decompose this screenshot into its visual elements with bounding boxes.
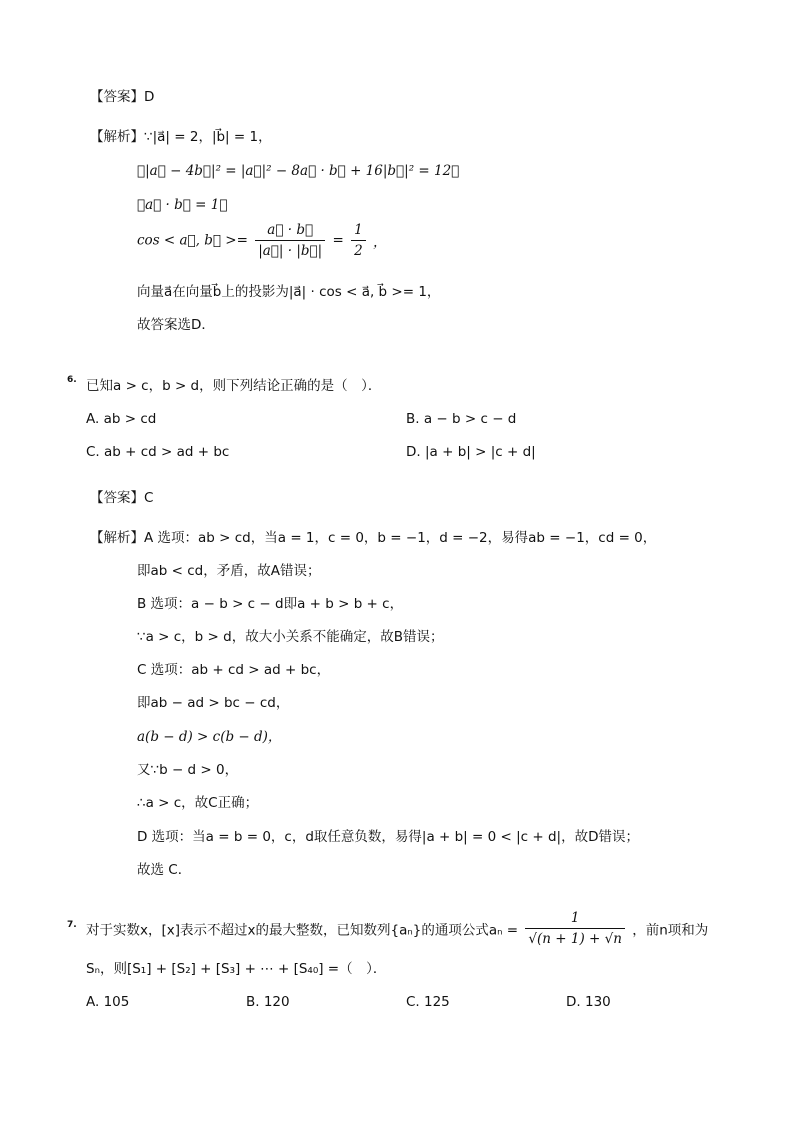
q5-solution-line-5: 向量a⃗在向量b⃗上的投影为|a⃗| · cos < a⃗, b⃗ >= 1，	[137, 284, 441, 300]
q6-stem: 已知a > c，b > d，则下列结论正确的是（ ）．	[86, 378, 382, 394]
q7-stem-pre: 对于实数x，[x]表示不超过x的最大整数，已知数列{aₙ}的通项公式aₙ =	[86, 922, 519, 939]
q7-fraction-numerator: 1	[570, 910, 580, 926]
q6-solution-line-9: ∴a > c，故C正确；	[137, 795, 259, 811]
q5-cos-denominator: |a⃗| · |b⃗|	[255, 240, 325, 259]
q6-answer: 【答案】C	[90, 490, 154, 506]
q6-solution-line-1: 【解析】A 选项：ab > cd，当a = 1，c = 0，b = −1，d = −2，易得ab = −1，cd = 0，	[90, 530, 657, 546]
q6-solution-line-11: 故选 C．	[137, 862, 192, 878]
q7-option-c: C. 125	[406, 994, 450, 1010]
q5-half-numerator: 1	[354, 222, 363, 238]
q6-solution-line-4: ∵a > c，b > d，故大小关系不能确定，故B错误；	[137, 629, 444, 645]
q6-solution-line-3: B 选项：a − b > c − d即a + b > b + c，	[137, 596, 404, 612]
q6-solution-line-7: a(b − d) > c(b − d)，	[137, 729, 282, 745]
q5-solution-line-1: 【解析】∵|a⃗| = 2，|b⃗| = 1，	[90, 129, 272, 145]
q6-option-c: C. ab + cd > ad + bc	[86, 444, 230, 460]
q7-stem-post: ，前n项和为	[632, 922, 709, 939]
q6-option-a: A. ab > cd	[86, 411, 157, 427]
q6-solution-line-8: 又∵b − d > 0，	[137, 762, 239, 778]
q5-solution-line-6: 故答案选D．	[137, 317, 215, 333]
q5-half-fraction	[351, 222, 366, 259]
q6-option-b: B. a − b > c − d	[406, 411, 517, 427]
q5-half-denominator: 2	[351, 240, 366, 259]
q5-solution-line-3: ∴a⃗ · b⃗ = 1，	[137, 197, 228, 213]
q6-solution-line-10: D 选项：当a = b = 0，c，d取任意负数，易得|a + b| = 0 < |c + d|，故D错误；	[137, 829, 639, 845]
q5-solution-line-2: ∴|a⃗ − 4b⃗|² = |a⃗|² − 8a⃗ · b⃗ + 16|b⃗|² = 12，	[137, 163, 460, 179]
q5-solution-line-4	[137, 222, 386, 259]
q7-option-d: D. 130	[566, 994, 611, 1010]
q5-answer: 【答案】D	[90, 89, 155, 105]
q6-solution-line-6: 即ab − ad > bc − cd，	[137, 695, 290, 711]
q7-number: 7.	[67, 920, 77, 930]
q7-option-b: B. 120	[246, 994, 290, 1010]
q5-line4-tail: ，	[372, 234, 387, 251]
q5-equals: =	[332, 232, 344, 249]
q6-solution-line-5: C 选项：ab + cd > ad + bc，	[137, 662, 331, 678]
q7-fraction-denominator: √(n + 1) + √n	[525, 928, 625, 947]
q7-fraction	[525, 910, 625, 947]
q6-option-d: D. |a + b| > |c + d|	[406, 444, 536, 460]
q7-stem-line-2: Sₙ，则[S₁] + [S₂] + [S₃] + ⋯ + [S₄₀] =（ ）．	[86, 961, 387, 977]
q6-solution-line-2: 即ab < cd，矛盾，故A错误；	[137, 563, 321, 579]
q5-cos-lhs: cos < a⃗, b⃗ >=	[137, 232, 248, 249]
q5-cos-fraction	[255, 222, 325, 259]
q5-cos-numerator: a⃗ · b⃗	[267, 222, 314, 238]
q7-stem-line-1	[86, 910, 708, 947]
q6-number: 6.	[67, 375, 77, 385]
q7-option-a: A. 105	[86, 994, 130, 1010]
